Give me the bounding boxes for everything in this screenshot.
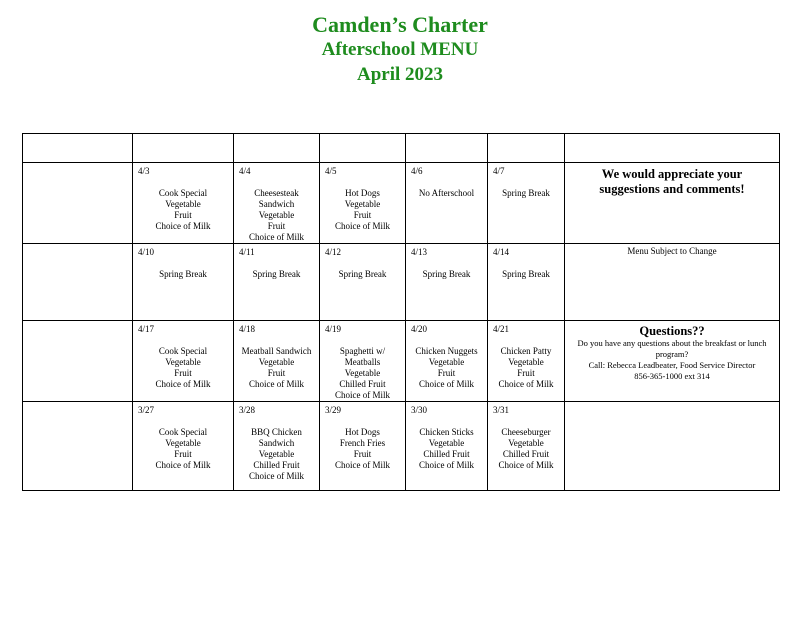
school-name: Camden’s Charter — [312, 12, 488, 37]
menu-item: Spring Break — [502, 269, 550, 279]
day-cell — [320, 244, 406, 321]
menu-item: Spaghetti w/ — [339, 346, 386, 356]
change-note — [565, 244, 780, 321]
menu-item: Vegetable — [165, 357, 201, 367]
day-cell — [488, 402, 565, 491]
menu-item: Chilled Fruit — [423, 449, 470, 459]
menu-item: Choice of Milk — [498, 460, 554, 470]
day-date: 4/6 — [411, 166, 423, 176]
menu-item: Choice of Milk — [335, 460, 390, 470]
day-cell — [488, 244, 565, 321]
empty-cell — [234, 134, 320, 163]
menu-items — [406, 177, 487, 199]
day-cell — [133, 244, 234, 321]
menu-item: Choice of Milk — [249, 471, 304, 481]
menu-item: Fruit — [174, 449, 192, 459]
week-row — [23, 402, 780, 491]
menu-item: Choice of Milk — [419, 379, 474, 389]
menu-items — [488, 416, 564, 471]
week-row — [23, 321, 780, 402]
menu-items — [133, 177, 233, 232]
menu-item: Fruit — [174, 368, 192, 378]
week-row — [23, 244, 780, 321]
subject-to-change-text: Menu Subject to Change — [627, 246, 717, 256]
menu-item: Meatballs — [344, 357, 381, 367]
empty-cell — [488, 134, 565, 163]
menu-item: Choice of Milk — [155, 460, 211, 470]
day-date: 3/30 — [411, 405, 428, 415]
empty-cell — [406, 134, 488, 163]
questions-note — [565, 321, 780, 402]
menu-item: Cheeseburger — [501, 427, 551, 437]
week-label-cell — [23, 321, 133, 402]
menu-item: Cook Special — [158, 346, 208, 356]
menu-item: Sandwich — [258, 199, 295, 209]
menu-item: Chilled Fruit — [502, 449, 550, 459]
menu-items — [320, 335, 405, 401]
menu-item: Vegetable — [344, 368, 381, 378]
day-date: 4/18 — [239, 324, 256, 334]
menu-item: BBQ Chicken — [251, 427, 302, 437]
day-cell — [320, 321, 406, 402]
suggestions-note — [565, 163, 780, 244]
menu-item: Hot Dogs — [345, 427, 380, 437]
menu-items — [133, 335, 233, 390]
menu-item: Spring Break — [252, 269, 301, 279]
menu-items — [406, 335, 487, 390]
day-date: 3/29 — [325, 405, 342, 415]
empty-cell — [565, 134, 780, 163]
day-cell — [133, 321, 234, 402]
menu-item: Vegetable — [344, 199, 381, 209]
menu-item: Chilled Fruit — [339, 379, 386, 389]
menu-title — [0, 12, 800, 87]
menu-item: Choice of Milk — [249, 232, 304, 242]
week-row — [23, 163, 780, 244]
day-date: 4/12 — [325, 247, 342, 257]
menu-month: April 2023 — [356, 64, 444, 85]
day-date: 4/14 — [493, 247, 510, 257]
day-cell — [234, 321, 320, 402]
menu-item: Choice of Milk — [155, 221, 211, 231]
menu-item: Choice of Milk — [419, 460, 474, 470]
day-cell — [320, 402, 406, 491]
menu-item: Fruit — [267, 368, 286, 378]
menu-items — [234, 335, 319, 390]
menu-item: Vegetable — [258, 210, 295, 220]
empty-cell — [133, 134, 234, 163]
menu-item: Spring Break — [338, 269, 387, 279]
day-date: 4/7 — [493, 166, 505, 176]
menu-item: Choice of Milk — [155, 379, 211, 389]
menu-items — [406, 258, 487, 280]
day-date: 3/28 — [239, 405, 256, 415]
menu-items — [133, 258, 233, 280]
day-cell — [133, 402, 234, 491]
menu-item: No Afterschool — [418, 188, 475, 198]
menu-items — [320, 416, 405, 471]
menu-item: Vegetable — [258, 357, 295, 367]
day-cell — [320, 163, 406, 244]
menu-item: Choice of Milk — [498, 379, 554, 389]
menu-items — [406, 416, 487, 471]
phone-text: 856-365-1000 ext 314 — [634, 371, 710, 381]
menu-items — [234, 258, 319, 280]
week-label-cell — [23, 402, 133, 491]
menu-item: Hot Dogs — [345, 188, 380, 198]
day-cell — [234, 402, 320, 491]
menu-items — [133, 416, 233, 471]
menu-item: Vegetable — [508, 357, 544, 367]
questions-title: Questions?? — [639, 324, 705, 338]
empty-cell — [23, 134, 133, 163]
day-date: 4/20 — [411, 324, 428, 334]
header-row — [23, 134, 780, 163]
menu-items — [488, 177, 564, 199]
menu-items — [320, 258, 405, 280]
menu-item: Choice of Milk — [335, 221, 390, 231]
menu-items — [488, 258, 564, 280]
menu-items — [320, 177, 405, 232]
menu-item: Choice of Milk — [335, 390, 390, 400]
day-date: 4/11 — [239, 247, 255, 257]
day-date: 4/21 — [493, 324, 510, 334]
menu-name: Afterschool MENU — [321, 39, 479, 60]
empty-cell — [565, 402, 780, 491]
day-date: 3/31 — [493, 405, 510, 415]
menu-item: Fruit — [353, 210, 372, 220]
menu-item: Chicken Sticks — [419, 427, 474, 437]
week-label-cell — [23, 163, 133, 244]
menu-item: Cheesesteak — [254, 188, 299, 198]
menu-item: Cook Special — [158, 427, 208, 437]
menu-items — [234, 416, 319, 482]
menu-item: Chicken Nuggets — [415, 346, 478, 356]
menu-item: Spring Break — [159, 269, 207, 279]
day-date: 3/27 — [138, 405, 155, 415]
menu-item: French Fries — [339, 438, 386, 448]
menu-item: Vegetable — [165, 199, 201, 209]
day-cell — [234, 244, 320, 321]
menu-item: Chilled Fruit — [253, 460, 300, 470]
menu-item: Fruit — [267, 221, 286, 231]
day-date: 4/19 — [325, 324, 342, 334]
day-cell — [488, 321, 565, 402]
questions-text: Do you have any questions about the breakfast or lunch program? — [577, 338, 767, 359]
menu-item: Fruit — [353, 449, 372, 459]
menu-item: Vegetable — [428, 357, 465, 367]
menu-item: Spring Break — [502, 188, 550, 198]
day-cell — [406, 321, 488, 402]
day-cell — [406, 402, 488, 491]
menu-item: Cook Special — [158, 188, 208, 198]
day-date: 4/10 — [138, 247, 155, 257]
menu-item: Vegetable — [165, 438, 201, 448]
day-date: 4/5 — [325, 166, 337, 176]
menu-item: Fruit — [174, 210, 192, 220]
day-cell — [406, 163, 488, 244]
day-date: 4/4 — [239, 166, 251, 176]
day-date: 4/17 — [138, 324, 155, 334]
day-cell — [488, 163, 565, 244]
day-date: 4/13 — [411, 247, 428, 257]
menu-item: Choice of Milk — [249, 379, 304, 389]
menu-item: Meatball Sandwich — [241, 346, 312, 356]
contact-text: Call: Rebecca Leadbeater, Food Service Director — [588, 360, 756, 370]
menu-items — [234, 177, 319, 243]
menu-item: Sandwich — [258, 438, 295, 448]
day-cell — [133, 163, 234, 244]
day-cell — [406, 244, 488, 321]
menu-item: Vegetable — [258, 449, 295, 459]
menu-item: Fruit — [517, 368, 535, 378]
menu-item: Spring Break — [422, 269, 471, 279]
suggestions-text: We would appreciate your suggestions and comments! — [599, 167, 745, 196]
week-label-cell — [23, 244, 133, 321]
menu-calendar-table — [22, 133, 780, 491]
menu-item: Fruit — [437, 368, 456, 378]
menu-item: Vegetable — [508, 438, 544, 448]
menu-items — [488, 335, 564, 390]
menu-item: Chicken Patty — [500, 346, 552, 356]
empty-cell — [320, 134, 406, 163]
day-date: 4/3 — [138, 166, 150, 176]
menu-item: Vegetable — [428, 438, 465, 448]
day-cell — [234, 163, 320, 244]
